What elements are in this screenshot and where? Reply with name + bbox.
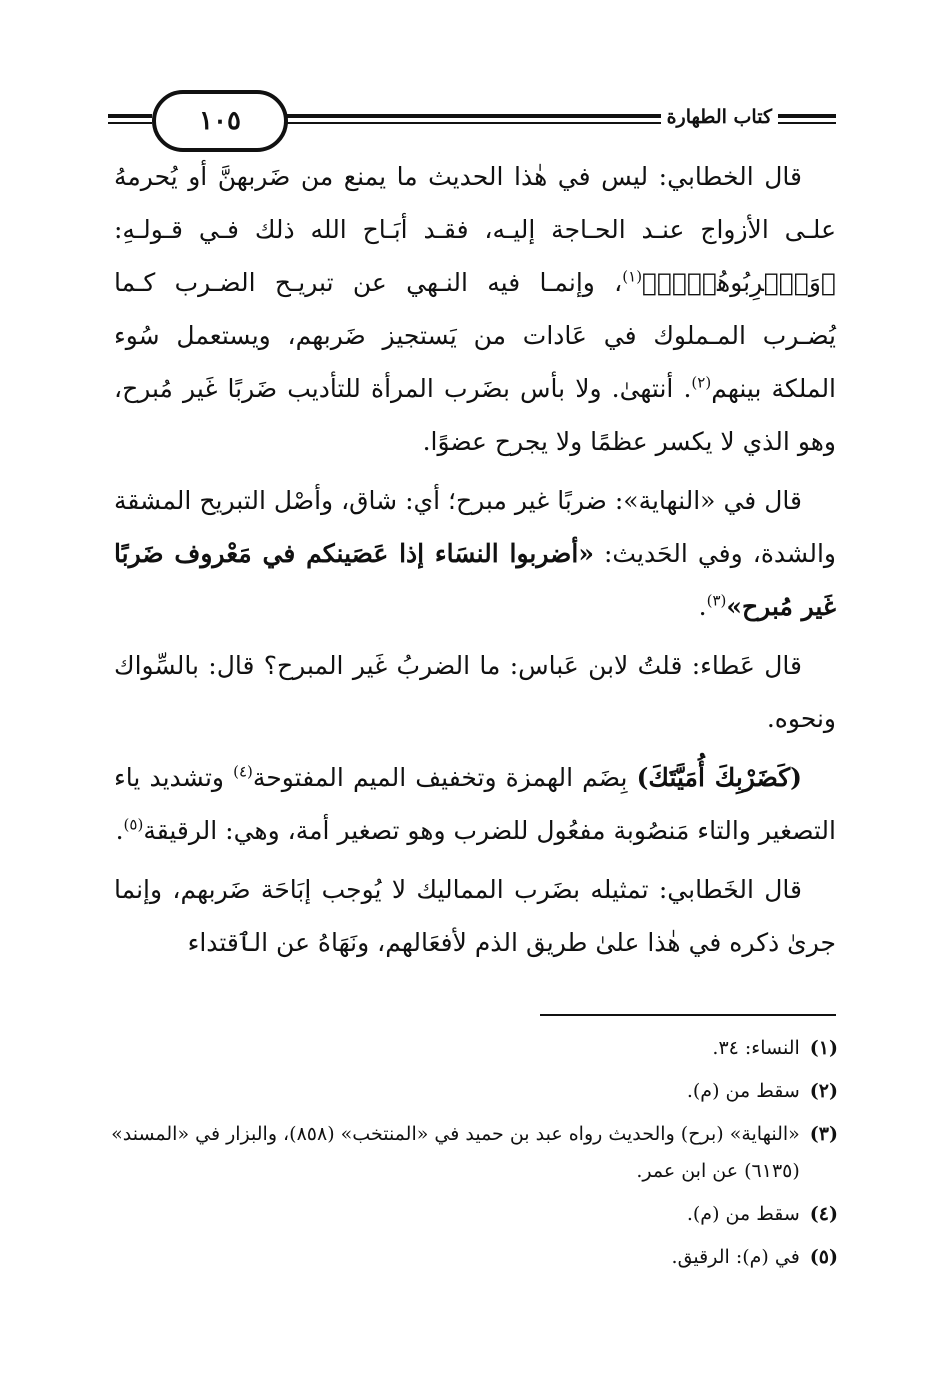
footnote-text: النساء: ٣٤. (712, 1037, 800, 1059)
footnote-ref-4[interactable]: (٤) (233, 762, 253, 781)
footnote-separator (540, 1014, 836, 1016)
paragraph-2 (114, 474, 836, 633)
p2-text-a: قال في «النهاية»: ضربًا غير مبرح؛ أي: شاق، وأصْل التبريح المشقة والشدة، وفي الحَديث: (114, 486, 836, 568)
footnote-ref-5[interactable]: (٥) (123, 815, 144, 834)
p1-text-b: ، وإنمـا فيه النـهي عن تبريـح الضـرب كـما يُضـرب المـملوك في عَادات من يَستجيز ضَربهم، ويستعمل سُوء الملكة بينهم (114, 268, 837, 403)
header-rule-left (108, 114, 152, 118)
footnote-number: (٢) (809, 1080, 838, 1102)
running-title: كتاب الطهارة (661, 106, 778, 128)
footnote-1 (110, 1030, 838, 1067)
footnotes (110, 1030, 838, 1282)
footnote-ref-3[interactable]: (٣) (706, 591, 727, 610)
header-rule-left-thin (108, 122, 152, 124)
page-number-badge (152, 90, 288, 152)
footnote-text: في (م): الرقيق. (671, 1246, 800, 1268)
p1-text-c: . أنتهىٰ. ولا بأس بضَرب المرأة للتأديب ضَربًا غَير مُبرح، وهو الذي لا يكسر عظمًا ولا يجرح عضوًا. (114, 374, 836, 456)
p4-lemma-bold: (كَضَرْبِكَ أُمَيَّتَكَ) (636, 763, 802, 792)
footnote-4 (110, 1196, 838, 1233)
paragraph-5 (114, 863, 836, 969)
footnote-number: (٥) (809, 1246, 838, 1268)
p4-end: . (115, 816, 124, 845)
paragraph-3 (114, 639, 836, 745)
main-text (114, 150, 836, 975)
footnote-text: «النهاية» (برح) والحديث رواه عبد بن حميد في «المنتخب» (٨٥٨)، والبزار في «المسند» (٦١٣٥) عن ابن عمر. (111, 1123, 800, 1182)
footnote-ref-1[interactable]: (١) (622, 267, 643, 286)
footnote-2 (110, 1073, 838, 1110)
p3-text: قال عَطاء: قلتُ لابن عَباس: ما الضربُ غَير المبرح؟ قال: بالسِّواك ونحوه. (114, 651, 836, 733)
paragraph-1 (114, 150, 836, 468)
footnote-text: سقط من (م). (686, 1203, 800, 1225)
p1-text-a: قال الخطابي: ليس في هٰذا الحديث ما يمنع من ضَربهنَّ أو يُحرمهُ علـى الأزواج عنـد الحـاجة إليـه، فقـد أبَـاح الله ذلك فـي قـولـهِ: ﴿وَٱضۡرِبُوهُنَّۖ﴾ (114, 162, 836, 297)
footnote-text: سقط من (م). (686, 1080, 800, 1102)
footnote-5 (110, 1239, 838, 1276)
footnote-number: (٤) (809, 1203, 838, 1225)
footnote-number: (١) (809, 1037, 838, 1059)
p4-text-a: بِضَم الهمزة وتخفيف الميم المفتوحة (252, 763, 637, 792)
p5-text: قال الخَطابي: تمثيله بضَرب المماليك لا يُوجب إبَاحَة ضَربهم، وإنما جرىٰ ذكره في هٰذا علىٰ طريق الذم لأفعَالهم، ونَهَاهُ عن الٱقتداء (114, 875, 836, 957)
p2-hadith-bold: «أضربوا النسَاء إذا عَصَينكم في مَعْروف ضَربًا غَير مُبرح» (114, 539, 836, 621)
p2-end: . (698, 592, 707, 621)
footnote-3 (110, 1116, 838, 1190)
page-number: ١٠٥ (199, 106, 241, 136)
paragraph-4 (114, 751, 836, 857)
p4-text-b: وتشديد ياء التصغير والتاء مَنصُوبة مفعُول للضرب وهو تصغير أمة، وهي: الرقيقة (114, 763, 836, 845)
footnote-ref-2[interactable]: (٢) (691, 373, 712, 392)
footnote-number: (٣) (809, 1123, 838, 1145)
